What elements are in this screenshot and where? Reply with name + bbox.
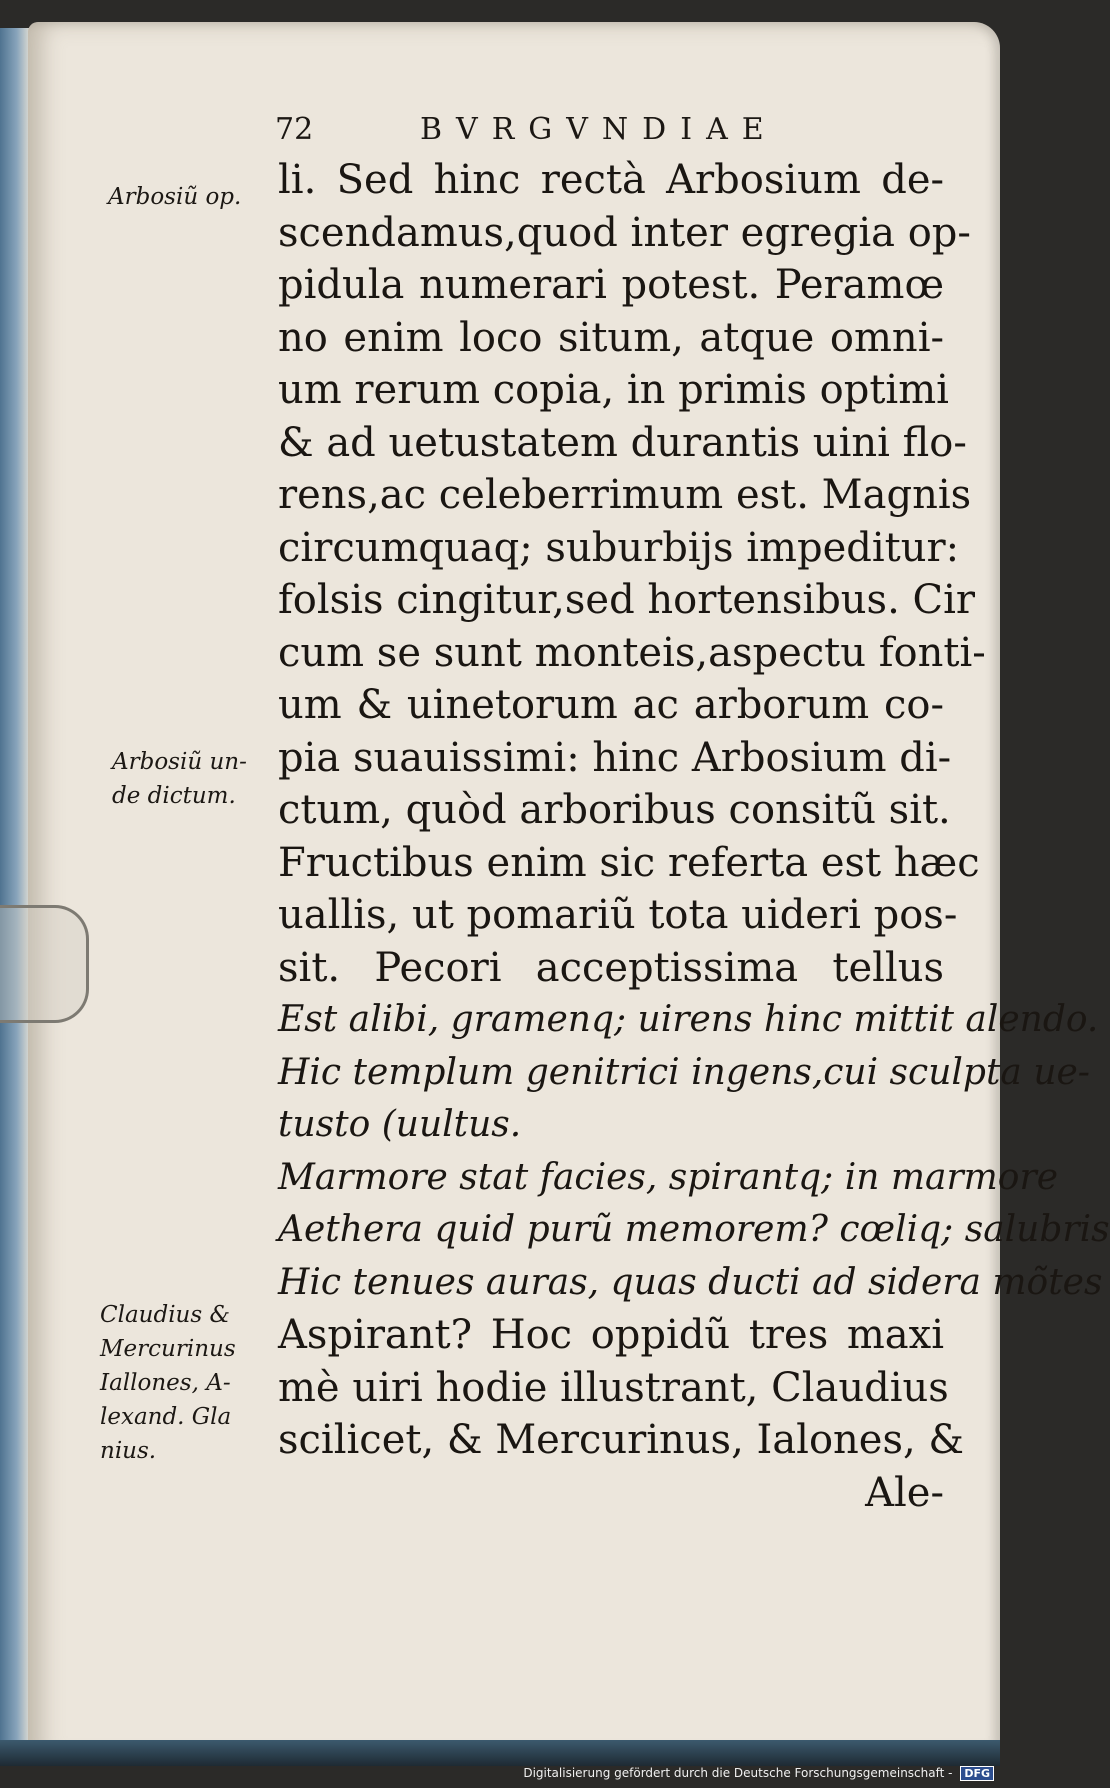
text-line: folsis cingitur,sed hortensibus. Cir (278, 577, 976, 623)
margin-note-line: Mercurinus (100, 1336, 236, 1362)
verse-line: Hic tenues auras, quas ducti ad sidera mõtes (278, 1261, 1103, 1303)
text-line: mè uiri hodie illustrant, Claudius (278, 1364, 949, 1411)
text-line: li. Sed hinc rectà Arbosium de- (278, 157, 944, 203)
text-line: & ad uetustatem durantis uini flo- (278, 419, 967, 466)
margin-note-arbosium (108, 180, 283, 214)
body-text (278, 154, 1110, 1519)
credit-text: Digitalisierung gefördert durch die Deutsche Forschungsgemeinschaft - (523, 1766, 953, 1780)
book-bottom-edge (0, 1740, 1000, 1766)
margin-note-arbosium-name (112, 745, 287, 813)
text-line: uallis, ut pomariũ tota uideri pos- (278, 892, 958, 938)
text-line: Aspirant? Hoc oppidũ tres maxi (278, 1312, 944, 1358)
text-line: cum se sunt monteis,aspectu fonti- (278, 629, 986, 676)
text-line: um & uinetorum ac arborum co- (278, 682, 944, 728)
verse-line: tusto (uultus. (278, 1104, 522, 1145)
text-line: scilicet, & Mercurinus, Ialones, & (278, 1417, 965, 1463)
catchword: Ale- (865, 1469, 944, 1516)
text-line: ctum, quòd arboribus consitũ sit. (278, 787, 951, 833)
verse-line: Est alibi, gramenq; uirens hinc mittit alendo. (278, 999, 1099, 1040)
margin-note-line: de dictum. (112, 783, 236, 809)
margin-note-line: Iallones, A- (100, 1370, 231, 1396)
text-line: pia suauissimi: hinc Arbosium di- (278, 734, 952, 781)
verse-line: Hic templum genitrici ingens,cui sculpta ue- (278, 1051, 1090, 1093)
dfg-logo: DFG (960, 1766, 994, 1781)
text-line: no enim loco situm, atque omni- (278, 314, 944, 361)
verse-line: Marmore stat facies, spirantq; in marmore (278, 1156, 1058, 1198)
page-number: 72 (275, 112, 314, 147)
page-tab-marker (0, 905, 89, 1023)
text-line: pidula numerari potest. Peramœ (278, 262, 944, 308)
text-line: sit. Pecori acceptissima tellus (278, 944, 944, 991)
margin-note-line: Claudius & (100, 1302, 230, 1328)
text-line: Fructibus enim sic referta est hæc (278, 839, 980, 886)
margin-note-line: lexand. Gla (100, 1404, 232, 1430)
verse-line: Aethera quid purũ memorem? cœliq; salubris (278, 1209, 1110, 1250)
margin-note-line: Arbosiũ un- (112, 749, 247, 775)
margin-note-persons (100, 1298, 275, 1468)
margin-note-line: nius. (100, 1438, 157, 1464)
text-line: rens,ac celeberrimum est. Magnis (278, 472, 972, 518)
text-line: scendamus,quod inter egregia op- (278, 209, 971, 256)
running-title: BVRGVNDIAE (420, 112, 778, 147)
digitization-credit (523, 1766, 994, 1786)
text-line: circumquaq; suburbijs impeditur: (278, 524, 960, 571)
margin-note-line: Arbosiũ op. (108, 184, 242, 210)
text-line: um rerum copia, in primis optimi (278, 367, 949, 413)
